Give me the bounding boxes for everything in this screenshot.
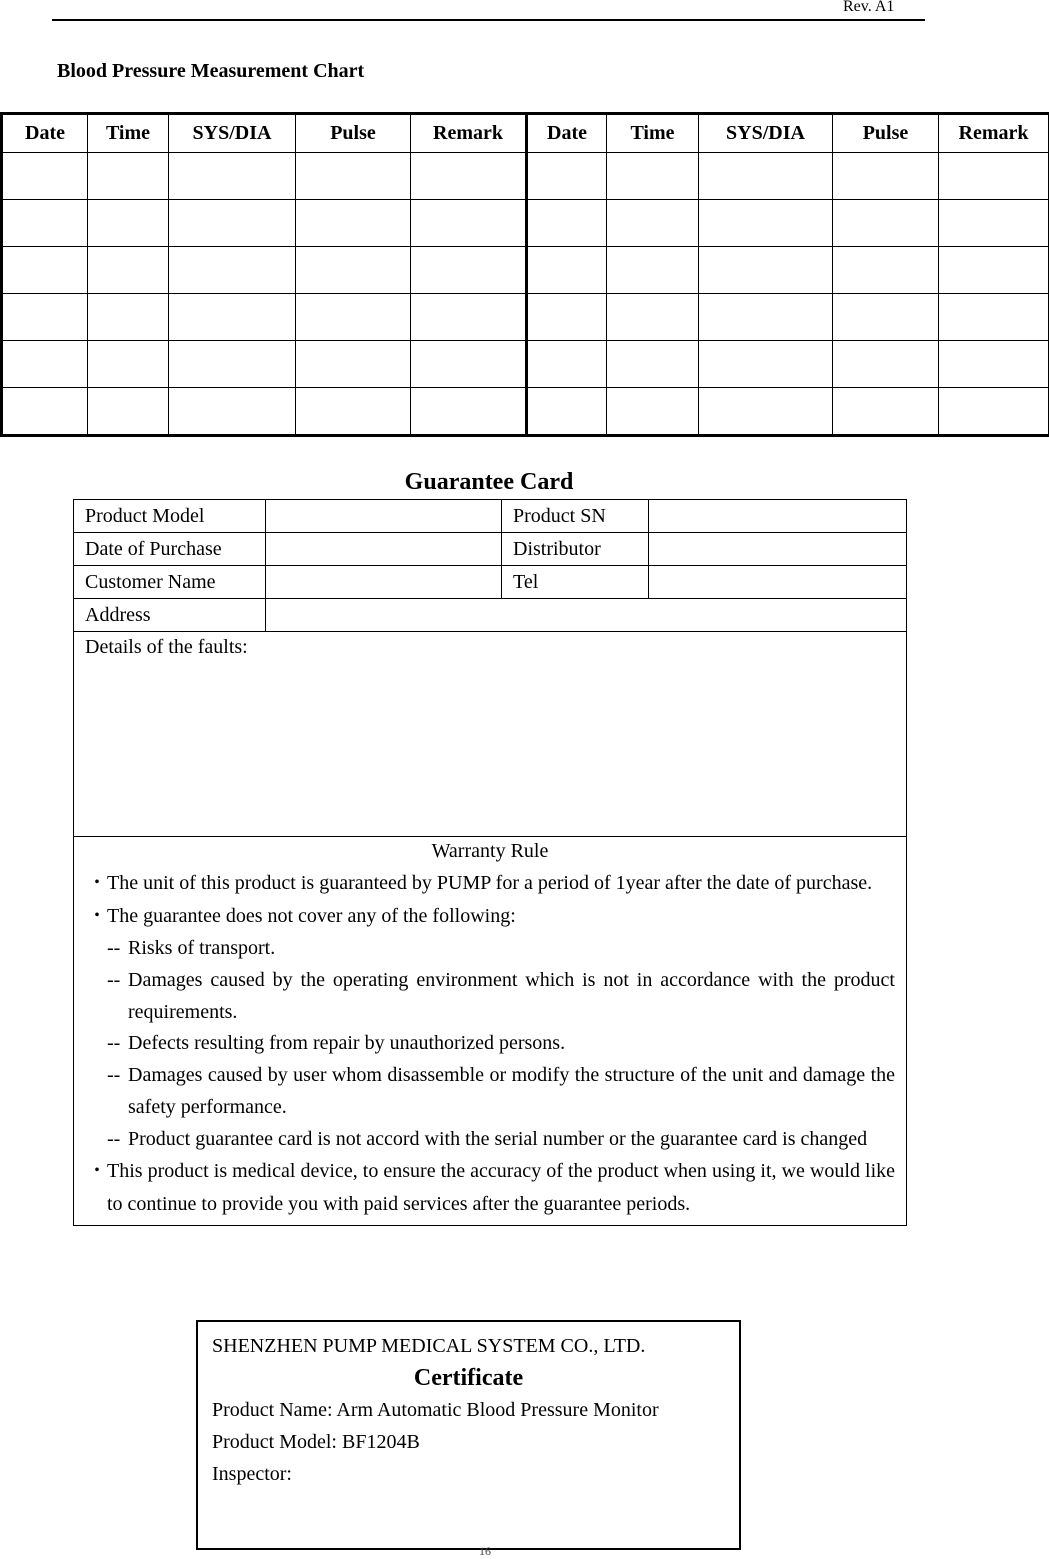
- distributor-field[interactable]: [649, 533, 907, 566]
- distributor-label: Distributor: [502, 533, 649, 566]
- customer-name-label: Customer Name: [74, 566, 266, 599]
- bp-entry-cell[interactable]: [411, 388, 527, 436]
- bp-entry-cell[interactable]: [939, 388, 1049, 436]
- product-name: Product Name: Arm Automatic Blood Pressure Monitor: [212, 1394, 725, 1426]
- bp-entry-cell[interactable]: [296, 294, 411, 341]
- col-date-2: Date: [527, 114, 607, 153]
- table-row: [2, 294, 1049, 341]
- col-sys-dia-2: SYS/DIA: [699, 114, 833, 153]
- col-pulse: Pulse: [296, 114, 411, 153]
- product-model: Product Model: BF1204B: [212, 1426, 725, 1458]
- dash-marker: --: [107, 1059, 120, 1091]
- bp-entry-cell[interactable]: [699, 153, 833, 200]
- dash-marker: --: [107, 1028, 120, 1059]
- bp-entry-cell[interactable]: [169, 341, 296, 388]
- dash-marker: --: [107, 1123, 120, 1155]
- bullet-dot-icon: ・: [87, 867, 107, 900]
- date-of-purchase-label: Date of Purchase: [74, 533, 266, 566]
- bullet-dot-icon: ・: [87, 1155, 107, 1188]
- date-of-purchase-field[interactable]: [266, 533, 502, 566]
- bp-entry-cell[interactable]: [699, 388, 833, 436]
- bp-entry-cell[interactable]: [527, 294, 607, 341]
- exclusion-text: Risks of transport.: [128, 937, 275, 959]
- col-sys-dia: SYS/DIA: [169, 114, 296, 153]
- bp-entry-cell[interactable]: [2, 294, 88, 341]
- bp-entry-cell[interactable]: [833, 153, 939, 200]
- bp-entry-cell[interactable]: [88, 294, 169, 341]
- bp-entry-cell[interactable]: [939, 153, 1049, 200]
- bp-entry-cell[interactable]: [296, 388, 411, 436]
- bp-entry-cell[interactable]: [833, 294, 939, 341]
- bp-entry-cell[interactable]: [88, 200, 169, 247]
- table-row: [74, 837, 907, 1226]
- bp-header-row: [2, 114, 1049, 153]
- table-row: [74, 632, 907, 837]
- exclusion-item: [85, 1059, 895, 1123]
- col-pulse-2: Pulse: [833, 114, 939, 153]
- warranty-bullet: [85, 900, 895, 933]
- warranty-bullet: [85, 1155, 895, 1221]
- bp-entry-cell[interactable]: [699, 247, 833, 294]
- bp-entry-cell[interactable]: [833, 200, 939, 247]
- bp-entry-cell[interactable]: [833, 247, 939, 294]
- bp-entry-cell[interactable]: [2, 341, 88, 388]
- warranty-rule-title: Warranty Rule: [85, 838, 895, 864]
- col-remark-2: Remark: [939, 114, 1049, 153]
- revision-label: Rev. A1: [843, 0, 894, 16]
- product-sn-field[interactable]: [649, 500, 907, 533]
- table-row: [2, 200, 1049, 247]
- dash-marker: --: [107, 964, 120, 996]
- tel-label: Tel: [502, 566, 649, 599]
- exclusion-text: Defects resulting from repair by unauthorized persons.: [128, 1032, 565, 1054]
- table-row: [2, 341, 1049, 388]
- product-model-label: Product Model: [74, 500, 266, 533]
- exclusion-text: Damages caused by the operating environment which is not in accordance with the product requirements.: [128, 969, 895, 1023]
- bp-measurement-table: [0, 112, 1049, 437]
- bp-entry-cell[interactable]: [411, 294, 527, 341]
- product-sn-label: Product SN: [502, 500, 649, 533]
- faults-field[interactable]: [74, 632, 907, 837]
- bullet-dot-icon: ・: [87, 900, 107, 933]
- col-remark: Remark: [411, 114, 527, 153]
- company-name: SHENZHEN PUMP MEDICAL SYSTEM CO., LTD.: [212, 1330, 725, 1362]
- bp-entry-cell[interactable]: [833, 388, 939, 436]
- bp-entry-cell[interactable]: [169, 200, 296, 247]
- warranty-bullet-text: The unit of this product is guaranteed by PUMP for a period of 1year after the date of purchase.: [107, 872, 872, 894]
- bp-entry-cell[interactable]: [296, 341, 411, 388]
- warranty-bullet-text: The guarantee does not cover any of the following:: [107, 905, 516, 927]
- table-row: [74, 566, 907, 599]
- table-row: [2, 247, 1049, 294]
- certificate-box: [196, 1320, 741, 1550]
- faults-label: Details of the faults:: [85, 636, 248, 658]
- tel-field[interactable]: [649, 566, 907, 599]
- page-number: 16: [479, 1544, 491, 1559]
- bp-entry-cell[interactable]: [2, 388, 88, 436]
- bp-entry-cell[interactable]: [833, 341, 939, 388]
- bp-entry-cell[interactable]: [527, 341, 607, 388]
- exclusion-item: [85, 1123, 895, 1155]
- table-row: [2, 153, 1049, 200]
- bp-entry-cell[interactable]: [169, 153, 296, 200]
- bp-entry-cell[interactable]: [939, 294, 1049, 341]
- exclusion-item: [85, 933, 895, 964]
- customer-name-field[interactable]: [266, 566, 502, 599]
- bp-table-body: [2, 153, 1049, 436]
- bp-chart-title: Blood Pressure Measurement Chart: [57, 60, 364, 83]
- bp-entry-cell[interactable]: [607, 341, 699, 388]
- bp-entry-cell[interactable]: [2, 247, 88, 294]
- bp-entry-cell[interactable]: [939, 200, 1049, 247]
- bp-entry-cell[interactable]: [411, 341, 527, 388]
- bp-entry-cell[interactable]: [88, 247, 169, 294]
- bp-entry-cell[interactable]: [411, 200, 527, 247]
- bp-entry-cell[interactable]: [2, 200, 88, 247]
- certificate-title: Certificate: [212, 1362, 725, 1394]
- bp-entry-cell[interactable]: [527, 153, 607, 200]
- col-date: Date: [2, 114, 88, 153]
- address-field[interactable]: [266, 599, 907, 632]
- bp-entry-cell[interactable]: [607, 153, 699, 200]
- bp-entry-cell[interactable]: [527, 247, 607, 294]
- col-time-2: Time: [607, 114, 699, 153]
- bp-entry-cell[interactable]: [2, 153, 88, 200]
- bp-entry-cell[interactable]: [527, 200, 607, 247]
- bp-entry-cell[interactable]: [169, 388, 296, 436]
- table-row: [74, 599, 907, 632]
- exclusion-item: [85, 1028, 895, 1059]
- guarantee-card-title: Guarantee Card: [0, 469, 978, 496]
- bp-entry-cell[interactable]: [296, 200, 411, 247]
- table-row: [2, 388, 1049, 436]
- bp-entry-cell[interactable]: [939, 341, 1049, 388]
- warranty-bullet-text: This product is medical device, to ensure the accuracy of the product when using it, we would like to continue to provide you with paid services after the guarantee periods.: [107, 1160, 895, 1215]
- bp-entry-cell[interactable]: [88, 153, 169, 200]
- bp-entry-cell[interactable]: [939, 247, 1049, 294]
- bp-entry-cell[interactable]: [607, 200, 699, 247]
- bp-entry-cell[interactable]: [296, 153, 411, 200]
- col-time: Time: [88, 114, 169, 153]
- warranty-rule-section: [74, 837, 907, 1226]
- exclusion-item: [85, 964, 895, 1028]
- bp-entry-cell[interactable]: [169, 294, 296, 341]
- product-model-field[interactable]: [266, 500, 502, 533]
- dash-marker: --: [107, 933, 120, 964]
- address-label: Address: [74, 599, 266, 632]
- bp-entry-cell[interactable]: [607, 388, 699, 436]
- bp-entry-cell[interactable]: [607, 247, 699, 294]
- guarantee-card-table: [73, 499, 907, 1226]
- bp-entry-cell[interactable]: [411, 247, 527, 294]
- bp-entry-cell[interactable]: [88, 388, 169, 436]
- exclusion-text: Product guarantee card is not accord with the serial number or the guarantee card is changed: [128, 1128, 867, 1150]
- bp-entry-cell[interactable]: [296, 247, 411, 294]
- table-row: [74, 500, 907, 533]
- warranty-bullet: [85, 867, 895, 900]
- header-rule: [52, 19, 925, 21]
- bp-entry-cell[interactable]: [607, 294, 699, 341]
- bp-entry-cell[interactable]: [88, 341, 169, 388]
- exclusion-text: Damages caused by user whom disassemble or modify the structure of the unit and damage the safety performance.: [128, 1064, 895, 1118]
- bp-entry-cell[interactable]: [411, 153, 527, 200]
- bp-entry-cell[interactable]: [699, 200, 833, 247]
- inspector: Inspector:: [212, 1458, 725, 1490]
- bp-entry-cell[interactable]: [699, 294, 833, 341]
- bp-entry-cell[interactable]: [527, 388, 607, 436]
- bp-entry-cell[interactable]: [169, 247, 296, 294]
- bp-entry-cell[interactable]: [699, 341, 833, 388]
- table-row: [74, 533, 907, 566]
